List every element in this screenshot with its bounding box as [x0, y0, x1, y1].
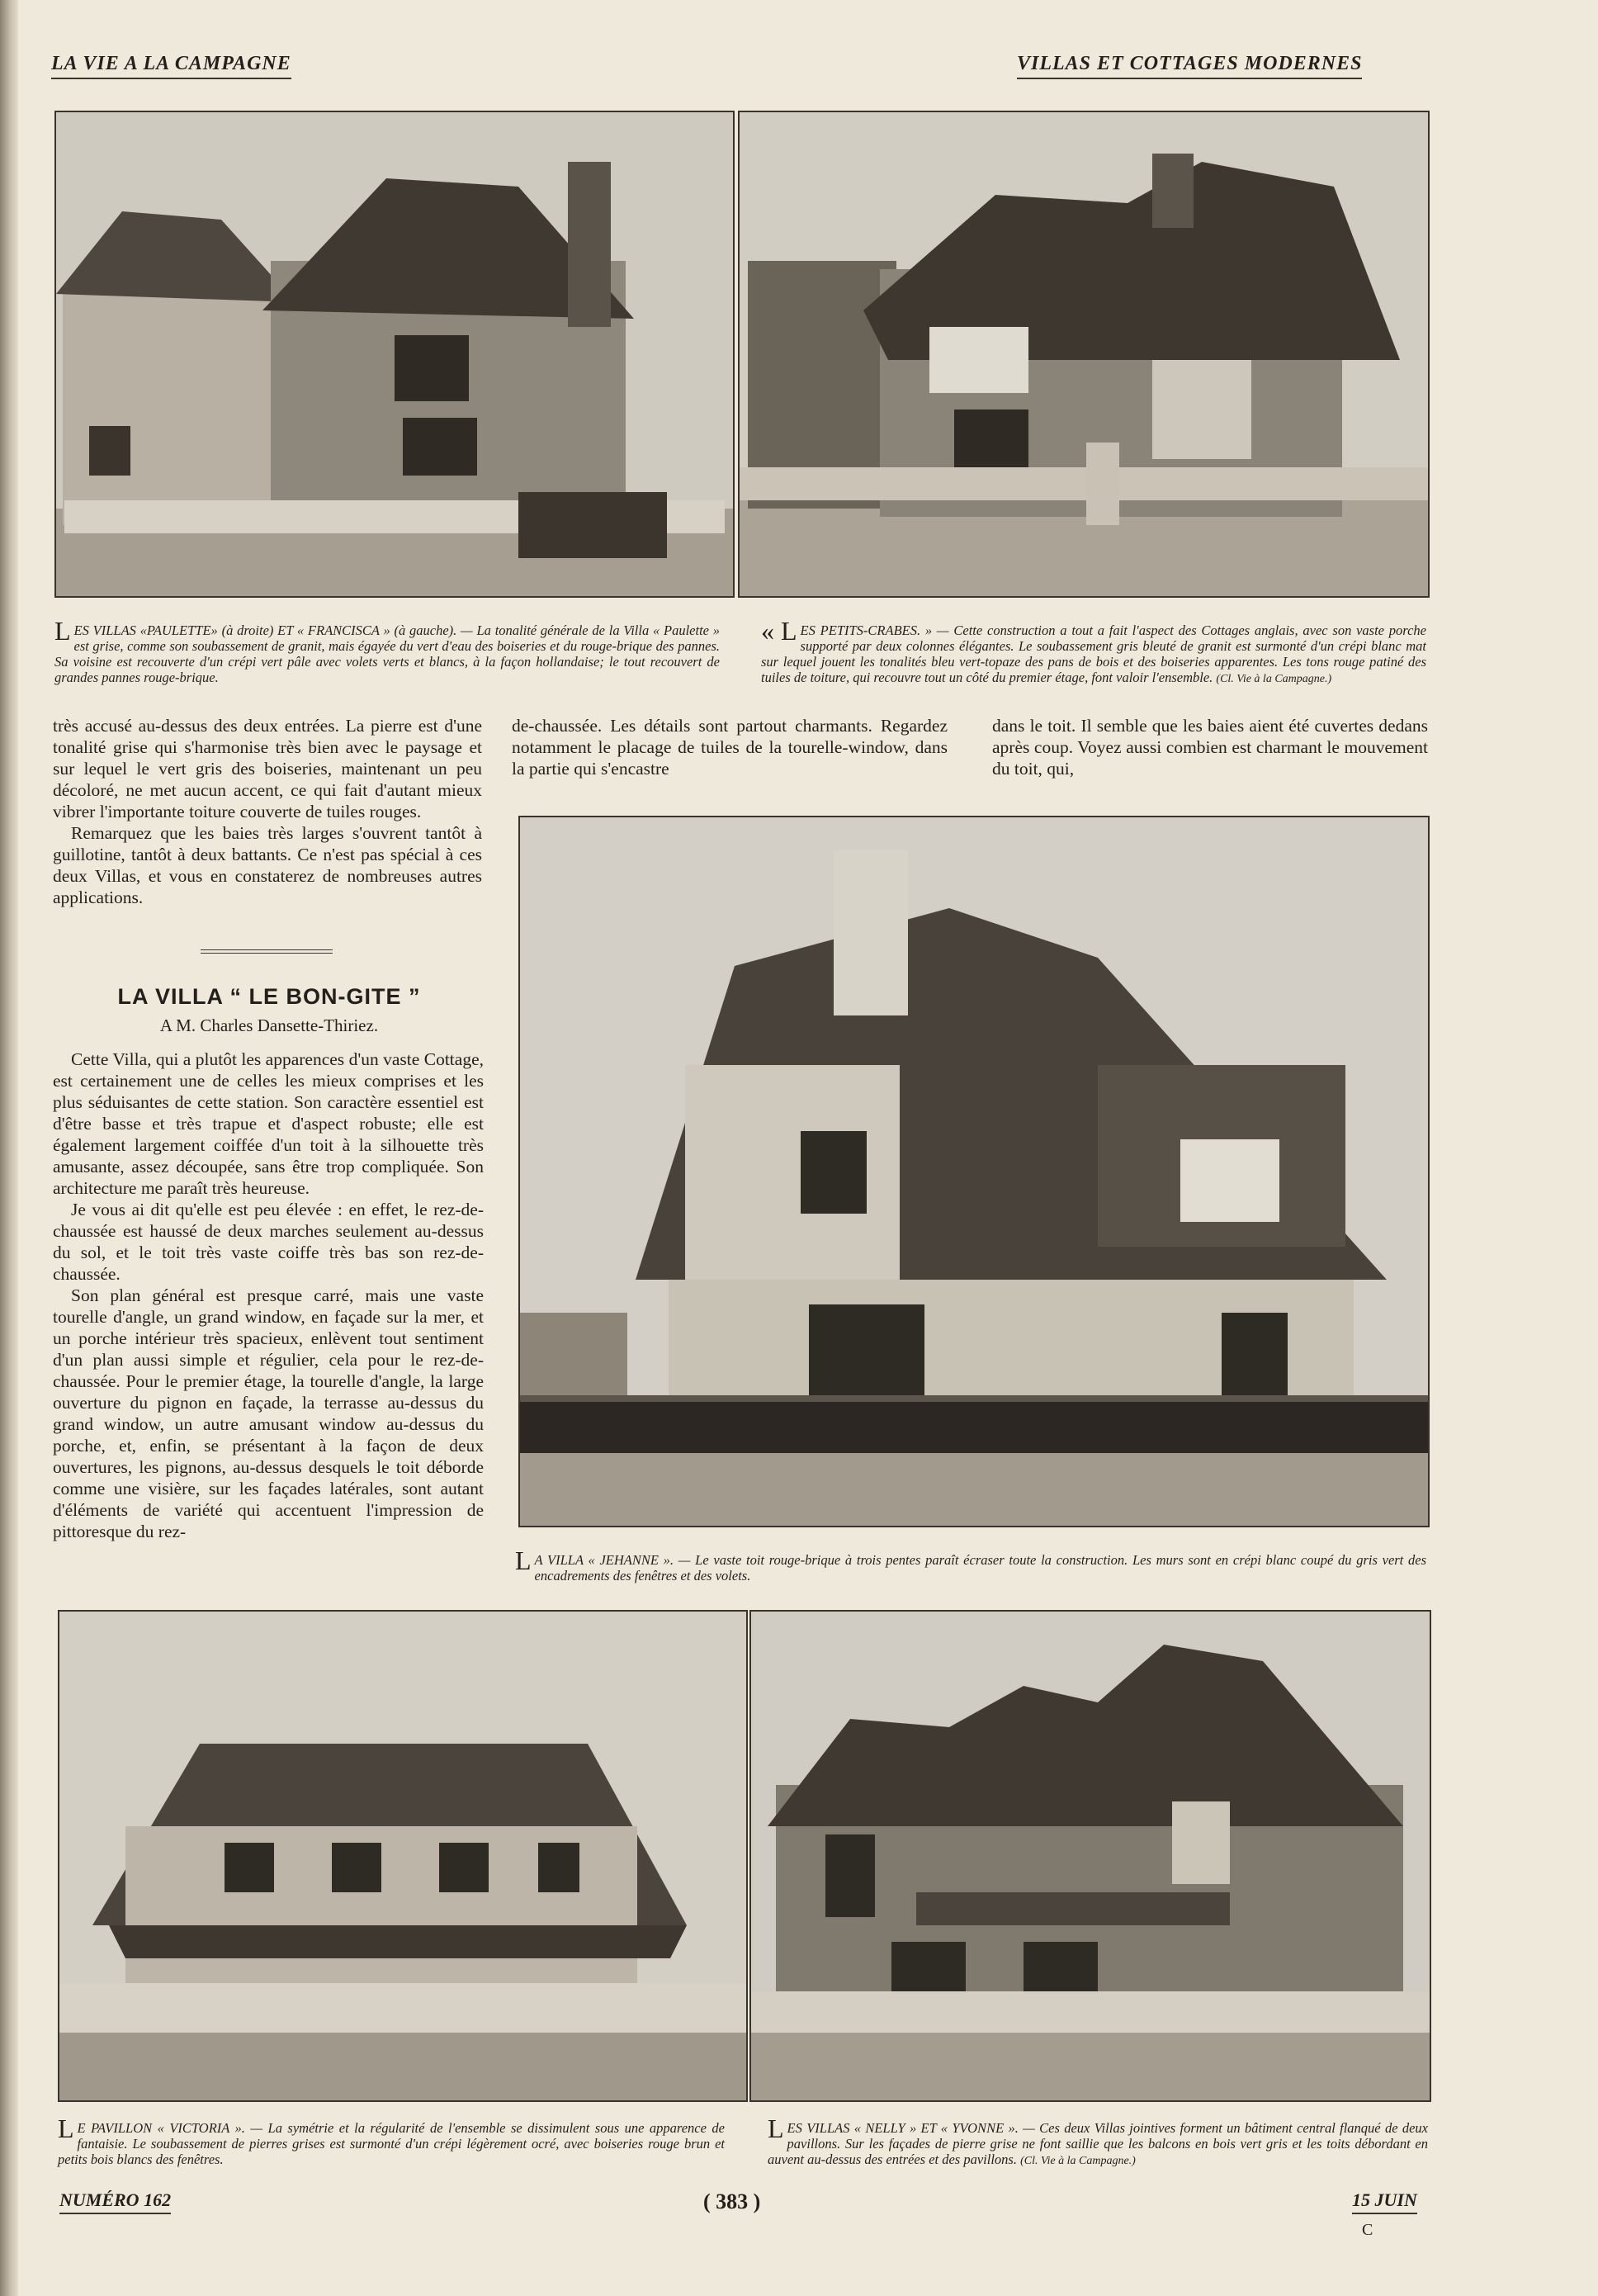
photo-villas-paulette-francisca — [54, 111, 735, 598]
article-dedication: A M. Charles Dansette-Thiriez. — [159, 1015, 379, 1035]
issue-date: 15 JUIN — [1352, 2189, 1417, 2214]
photo-credit: (Cl. Vie à la Campagne.) — [1020, 2155, 1136, 2167]
article-body-column-1: Cette Villa, qui a plutôt les apparences d'un vaste Cottage, est certainement une de celles les mieux comprises et les plus séduisantes de cette station. Son caractère essentiel est d'être basse et très trapue et d'aspect robuste; elle est également largement coiffée d'un toit à la silhouette très amusante, assez découpée, sans être trop compliquée. Son architecture me paraît très heureuse. Je vous ai dit qu'elle est peu élevée : en effet, le rez-de-chaussée est haussé de deux marches seulement au-dessus du sol, et le toit très vaste coiffe très bas son rez-de-chaussée. Son plan général est presque carré, mais une vaste tourelle d'angle, un grand window, en façade sur la mer, et un porche intérieur très spacieux, enlèvent tout sentiment d'un plan aussi simple et régulier, cela pour le rez-de-chaussée. Pour le premier étage, la tourelle d'angle, la large ouverture du pignon en façade, la terrasse au-dessus du grand window, un autre amusant window au-dessus du porche, et, enfin, se présentant à la façon de deux ouvertures, les pignons, au-dessus desquels le toit déborde comme une visière, sur les façades latérales, sont autant d'éléments de variété qui accentuent l'impression de pittoresque du rez- — [53, 1049, 484, 1541]
photo-villas-nelly-yvonne — [749, 1610, 1431, 2102]
caption-villas-nelly-yvonne: LES VILLAS « NELLY » ET « YVONNE ». — Ces deux Villas jointives forment un bâtiment central flanqué de deux pavillons. Sur les façades de pierre grise ne font saillie que les balcons en bois vert gris et les toits débordant en auvent au-dessus des entrées et des pavillons. (Cl. Vie à la Campagne.) — [768, 2114, 1428, 2167]
article-title: LA VILLA “ LE BON-GITE ” — [117, 984, 421, 1009]
photo-pavillon-victoria — [58, 1610, 748, 2102]
issue-number: NUMÉRO 162 — [59, 2189, 171, 2214]
page-number: ( 383 ) — [703, 2189, 761, 2213]
binding-spine — [0, 0, 18, 2296]
column-1-continuation: très accusé au-dessus des deux entrées. La pierre est d'une tonalité grise qui s'harmonise très bien avec le paysage et sur lequel le vert gris des boiseries, maintenant un peu décoloré, ne met aucun accent, ce qui fait d'autant mieux vibrer l'importante toiture couverte de tuiles rouges. Remarquez que les baies très larges s'ouvrent tantôt à guillotine, tantôt à deux battants. Ce n'est pas spécial à ces deux Villas, et vous en constaterez de nombreuses autres applications. — [53, 716, 482, 907]
caption-petits-crabes: « L ES PETITS-CRABES. » — Cette construction a tout a fait l'aspect des Cottages anglais, avec son vaste porche supporté par deux colonnes élégantes. Le soubassement gris bleuté de granit est surmonté d'un crépi blanc mat sur lequel jouent les tonalités bleu vert-topaze des pans de bois et des boiseries apparentes. Les tons rouge patiné des tuiles de toiture, qui recouvre tout un côté du premier étage, font valoir l'ensemble. (Cl. Vie à la Campagne.) — [761, 616, 1426, 685]
caption-villa-jehanne: L A VILLA « JEHANNE ». — Le vaste toit rouge-brique à trois pentes paraît écraser toute la construction. Les murs sont en crépi blanc coupé du gris vert des encadrements des fenêtres et des volets. — [515, 1546, 1426, 1584]
running-header-right: VILLAS ET COTTAGES MODERNES — [1017, 53, 1362, 79]
photo-villa-jehanne — [518, 816, 1430, 1527]
signature-mark: C — [1362, 2221, 1373, 2239]
caption-paulette-francisca: LES VILLAS «PAULETTE» (à droite) ET « FRANCISCA » (à gauche). — La tonalité générale de la Villa « Paulette » est grise, comme son soubassement de granit, mais égayée du vert d'eau des boiseries et du rouge-brique des pannes. Sa voisine est recouverte d'un crépi vert pâle avec volets verts et blancs, à la façon hollandaise; le tout recouvert de grandes pannes rouge-brique. — [54, 616, 720, 685]
column-3-continuation: dans le toit. Il semble que les baies aient été cuvertes dedans après coup. Voyez aussi combien est charmant le mouvement du toit, qui, — [992, 716, 1428, 779]
photo-les-petits-crabes — [738, 111, 1430, 598]
column-2-continuation: de-chaussée. Les détails sont partout charmants. Regardez notamment le placage de tuiles de la tourelle-window, dans la partie qui s'encastre — [512, 716, 948, 779]
running-header-left: LA VIE A LA CAMPAGNE — [51, 53, 291, 79]
caption-pavillon-victoria: L E PAVILLON « VICTORIA ». — La symétrie et la régularité de l'ensemble se dissimulent sous une apparence de fantaisie. Le soubassement de pierres grises est surmonté d'un crépi légèrement ocré, avec boiseries rouge brun et petits bois blancs des fenêtres. — [58, 2114, 725, 2167]
section-separator — [201, 949, 333, 954]
photo-credit: (Cl. Vie à la Campagne.) — [1216, 673, 1332, 685]
